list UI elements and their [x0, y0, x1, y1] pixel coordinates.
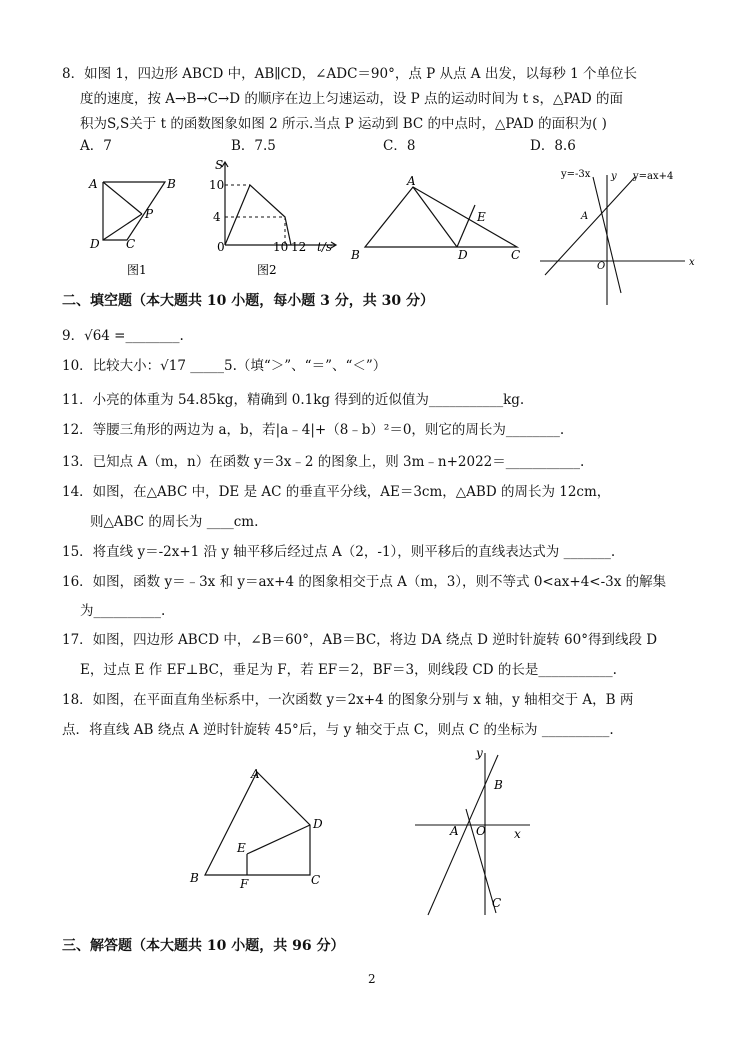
fig5-label-c: C: [311, 873, 321, 887]
fig2-tick-x10: 10: [273, 240, 289, 254]
fig5-label-b: B: [190, 871, 199, 885]
fig4-line2-label: y=ax+4: [633, 171, 674, 182]
question-18-line2: 点．将直线 AB 绕点 A 逆时针旋转 45°后，与 y 轴交于点 C，则点 C 的坐标为 __________.: [62, 722, 614, 738]
fig2-s-axis-label: S: [215, 158, 224, 172]
question-12: 12．等腰三角形的两边为 a，b，若|a﹣4|+（8﹣b）²＝0，则它的周长为________.: [62, 422, 565, 438]
figure-4-intersecting-lines: [535, 165, 700, 315]
fig3-label-a: A: [407, 175, 416, 188]
fig5-label-d: D: [313, 817, 323, 831]
question-11: 11．小亮的体重为 54.85kg，精确到 0.1kg 得到的近似值为___________kg.: [62, 392, 525, 408]
figure-5-quadrilateral: [185, 760, 335, 890]
fig2-origin: 0: [217, 240, 225, 254]
fig6-label-b: B: [494, 778, 503, 792]
fig4-origin: O: [597, 261, 606, 272]
fig4-label-a: A: [581, 211, 589, 222]
fig2-tick-10: 10: [209, 178, 225, 192]
page-number: 2: [368, 972, 376, 986]
section-3-heading: 三、解答题（本大题共 10 小题，共 96 分）: [62, 938, 345, 954]
q8-line1: 8．如图 1，四边形 ABCD 中，AB∥CD，∠ADC＝90°，点 P 从点 A 出发，以每秒 1 个单位长: [62, 66, 637, 82]
q8-option-b: B．7.5: [231, 138, 276, 154]
fig6-label-a: A: [450, 824, 459, 838]
fig4-x-axis-label: x: [689, 257, 695, 268]
fig5-label-a: A: [251, 767, 260, 781]
fig4-y-axis-label: y: [611, 171, 617, 182]
fig2-t-axis-label: t/s: [317, 240, 333, 254]
fig2-caption: 图2: [257, 263, 277, 277]
section-2-heading: 二、填空题（本大题共 10 小题，每小题 3 分，共 30 分）: [62, 293, 434, 309]
fig1-label-b: B: [167, 177, 176, 191]
q8-option-c: C．8: [383, 138, 416, 154]
figure-6-coordinate-plane: [410, 745, 540, 920]
question-18-line1: 18．如图，在平面直角坐标系中，一次函数 y＝2x+4 的图象分别与 x 轴，y 轴相交于 A，B 两: [62, 692, 634, 708]
figure-2-function-graph: [205, 155, 345, 280]
fig1-label-p: P: [145, 207, 154, 221]
fig3-label-e: E: [477, 210, 486, 224]
fig2-tick-4: 4: [213, 210, 221, 224]
q8-line2: 度的速度，按 A→B→C→D 的顺序在边上匀速运动，设 P 点的运动时间为 t s，△PAD 的面: [80, 91, 624, 107]
q8-option-a: A．7: [80, 138, 112, 154]
question-14-line2: 则△ABC 的周长为 ____cm.: [90, 514, 259, 530]
question-10: 10．比较大小：√17 _____5.（填“＞”、“＝”、“＜”）: [62, 358, 387, 374]
fig3-label-d: D: [458, 248, 468, 262]
question-17-line1: 17．如图，四边形 ABCD 中，∠B＝60°，AB＝BC，将边 DA 绕点 D 逆时针旋转 60°得到线段 D: [62, 632, 658, 648]
question-14-line1: 14．如图，在△ABC 中，DE 是 AC 的垂直平分线，AE＝3cm，△ABD 的周长为 12cm，: [62, 484, 611, 500]
fig6-y-axis-label: y: [476, 746, 483, 760]
question-13: 13．已知点 A（m，n）在函数 y＝3x﹣2 的图象上，则 3m﹣n+2022＝___________.: [62, 454, 585, 470]
fig1-label-a: A: [89, 177, 98, 191]
question-16-line1: 16．如图，函数 y＝﹣3x 和 y＝ax+4 的图象相交于点 A（m，3），则不等式 0<ax+4<-3x 的解集: [62, 574, 667, 590]
question-15: 15．将直线 y＝-2x+1 沿 y 轴平移后经过点 A（2，-1），则平移后的直线表达式为 _______.: [62, 544, 616, 560]
fig3-label-c: C: [511, 248, 521, 262]
q8-option-d: D．8.6: [530, 138, 576, 154]
fig1-label-d: D: [90, 237, 100, 251]
fig6-origin: O: [476, 824, 486, 838]
fig5-label-f: F: [240, 877, 249, 890]
fig4-line1-label: y=-3x: [561, 169, 591, 180]
fig6-label-c: C: [492, 896, 502, 910]
q8-line3: 积为S,S关于 t 的函数图象如图 2 所示.当点 P 运动到 BC 的中点时，△PAD 的面积为( ): [80, 116, 607, 132]
figure-1-quadrilateral: [85, 170, 185, 280]
figure-3-triangle-bisector: [345, 175, 535, 265]
fig5-label-e: E: [237, 841, 246, 855]
fig1-label-c: C: [126, 237, 136, 251]
fig2-tick-x12: 12: [291, 240, 307, 254]
question-16-line2: 为__________.: [80, 603, 166, 619]
fig6-x-axis-label: x: [514, 827, 521, 841]
question-9: 9．√64 =________.: [62, 328, 184, 344]
fig3-label-b: B: [351, 248, 360, 262]
fig1-caption: 图1: [127, 263, 147, 277]
question-17-line2: E，过点 E 作 EF⊥BC，垂足为 F，若 EF＝2，BF＝3，则线段 CD 的长是___________.: [80, 662, 617, 678]
